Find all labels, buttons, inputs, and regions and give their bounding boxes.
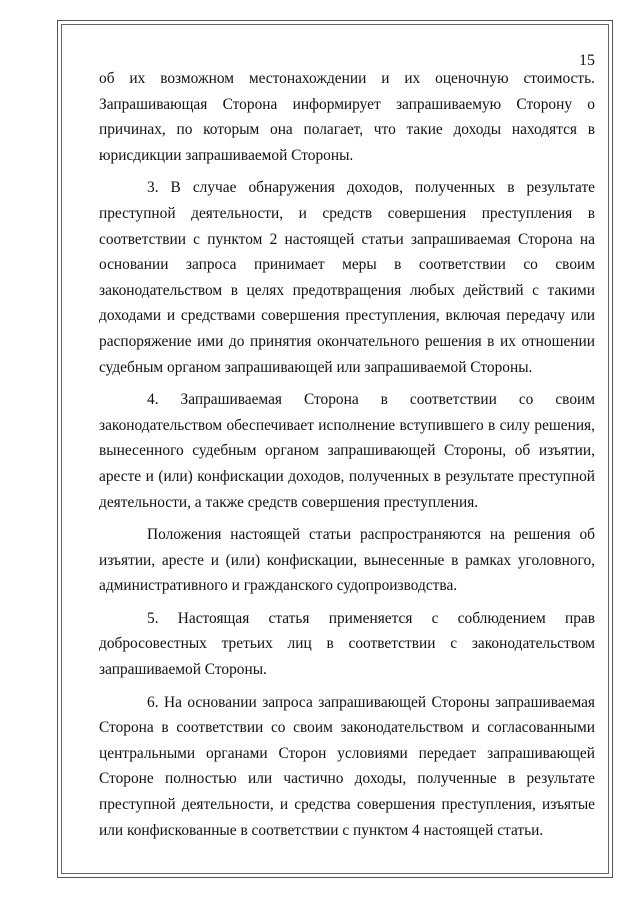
text-line: Положения настоящей статьи распространяются на решения об [147, 526, 595, 544]
text-line: преступной деятельности, и средства совершения преступления, изъятые [99, 796, 595, 814]
text-line: Стороне полностью или частично доходы, полученные в результате [99, 770, 595, 788]
text-line: 3. В случае обнаружения доходов, полученных в результате [147, 179, 595, 197]
text-line: об их возможном местонахождении и их оценочную стоимость. [99, 70, 595, 87]
text-line: добросовестных третьих лиц в соответствии с законодательством [99, 635, 595, 653]
text-line: причинах, по которым она полагает, что такие доходы находятся в [99, 121, 595, 139]
text-line: 6. На основании запроса запрашивающей Стороны запрашиваемая [147, 693, 595, 711]
page-number: 15 [579, 52, 595, 69]
text-line: Сторона в соответствии со своим законодательством и согласованными [99, 719, 595, 737]
text-line: или конфискованные в соответствии с пунктом 4 настоящей статьи. [99, 821, 544, 839]
text-line: законодательством в целях предотвращения любых действий с такими [99, 281, 595, 299]
text-line: 5. Настоящая статья применяется с соблюдением прав [147, 609, 595, 627]
text-line: соответствии с пунктом 2 настоящей статьи запрашиваемая Сторона на [99, 230, 595, 248]
text-line: законодательством обеспечивает исполнение вступившего в силу решения, [99, 416, 595, 434]
text-line: изъятии, аресте и (или) конфискации, вынесенные в рамках уголовного, [99, 551, 595, 569]
document-body [99, 66, 595, 843]
text-line: запрашиваемой Стороны. [99, 661, 267, 679]
text-line: судебным органом запрашивающей или запрашиваемой Стороны. [99, 358, 533, 376]
text-line: основании запроса принимает меры в соответствии со своим [99, 256, 595, 274]
text-line: доходами и средствами совершения преступления, включая передачу или [99, 307, 595, 325]
text-line: аресте и (или) конфискации доходов, полученных в результате преступной [99, 467, 595, 485]
text-line: юрисдикции запрашиваемой Стороны. [99, 146, 354, 164]
text-line: 4. Запрашиваемая Сторона в соответствии со своим [147, 391, 595, 409]
text-line: административного и гражданского судопроизводства. [99, 577, 458, 595]
text-line: вынесенного судебным органом запрашивающей Стороны, об изъятии, [99, 442, 595, 460]
text-line: Запрашивающая Сторона информирует запрашиваемую Сторону о [99, 95, 595, 113]
text-line: преступной деятельности, и средств совершения преступления в [99, 204, 595, 222]
text-line: деятельности, а также средств совершения преступления. [99, 493, 479, 511]
text-line: распоряжение ими до принятия окончательного решения в их отношении [99, 332, 595, 350]
text-line: центральными органами Сторон условиями передает запрашивающей [99, 744, 595, 762]
